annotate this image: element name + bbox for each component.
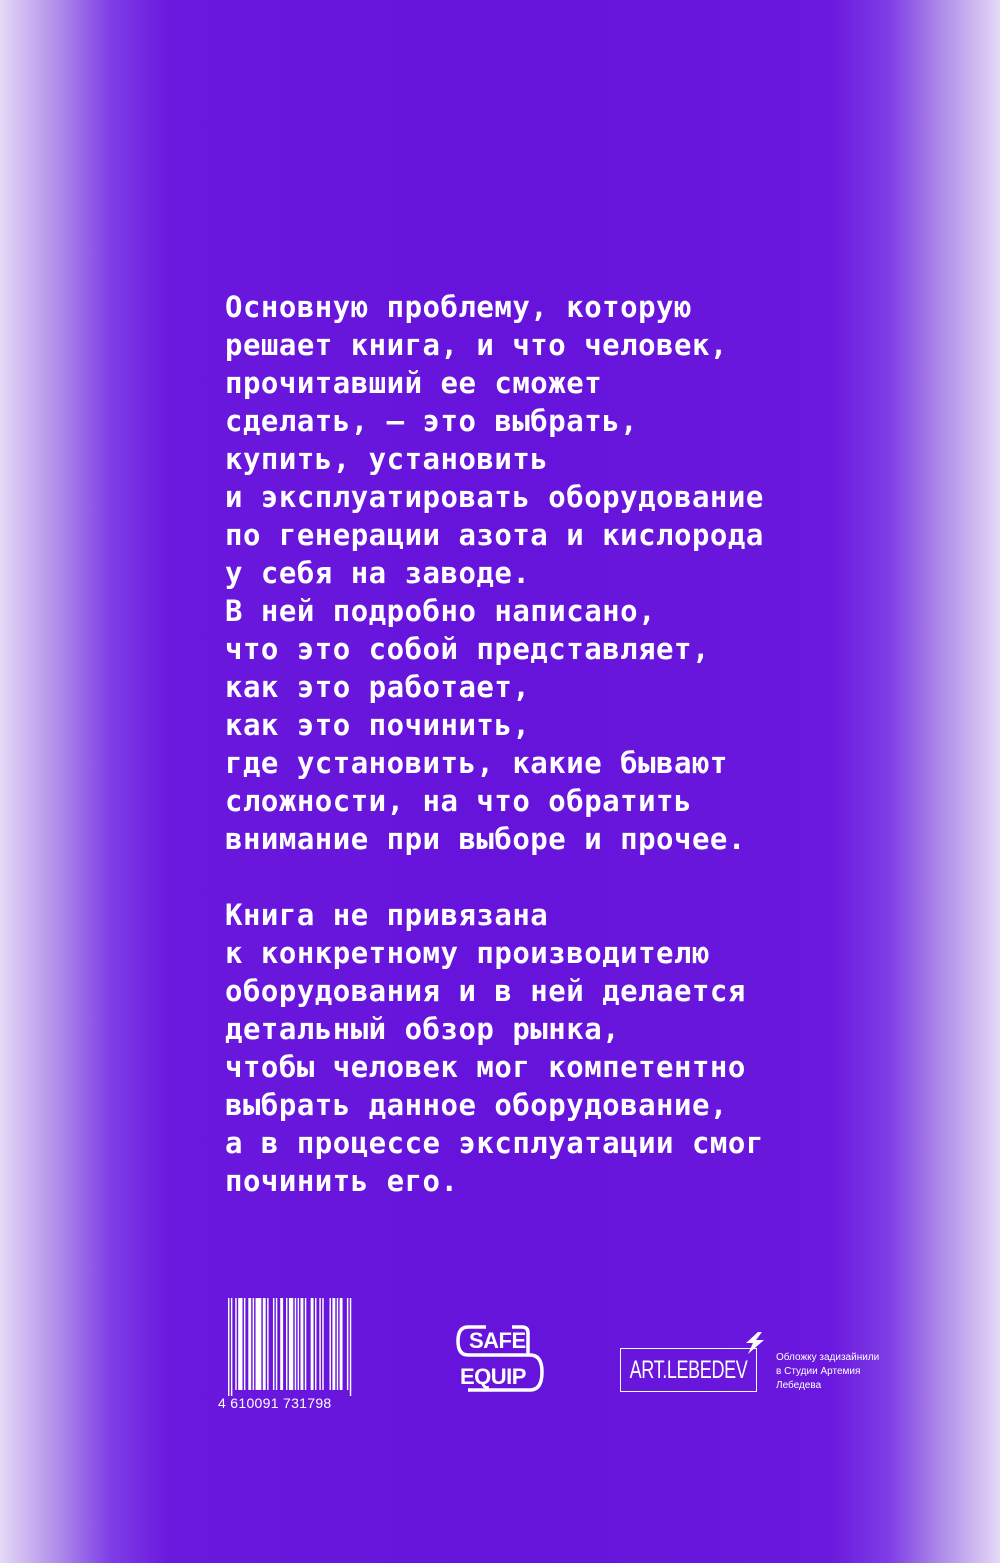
barcode-bar — [267, 1298, 268, 1390]
barcode-bar — [256, 1298, 262, 1390]
text-line: а в процессе эксплуатации смог — [225, 1126, 764, 1160]
barcode-bars — [228, 1298, 366, 1396]
barcode-bar — [322, 1298, 323, 1390]
art-lebedev-logo — [620, 1332, 770, 1396]
barcode-bar — [319, 1298, 320, 1390]
text-line: сделать, — это выбрать, — [225, 404, 639, 438]
paragraph-1 — [225, 288, 845, 858]
text-line: Основную проблему, которую — [225, 290, 692, 324]
barcode-bar — [231, 1298, 232, 1396]
safe-logo-text: SAFE — [469, 1328, 526, 1353]
barcode-bar — [280, 1298, 283, 1390]
barcode-bar — [330, 1298, 331, 1390]
text-line: что это собой представляет, — [225, 632, 710, 666]
text-line: чтобы человек мог компетентно — [225, 1050, 746, 1084]
barcode-bar — [337, 1298, 338, 1390]
credit-line: Обложку задизайнили — [776, 1352, 880, 1363]
barcode-bar — [253, 1298, 254, 1390]
safe-equip-logo — [456, 1324, 544, 1394]
paragraph-2 — [225, 896, 845, 1200]
barcode-bar — [350, 1298, 351, 1396]
barcode-bar — [315, 1298, 316, 1390]
text-line: детальный обзор рынка, — [225, 1012, 621, 1046]
barcode-bar — [301, 1298, 304, 1390]
barcode-bar — [248, 1298, 251, 1390]
text-line: оборудования и в ней делается — [225, 974, 746, 1008]
barcode-bar — [228, 1298, 229, 1396]
text-line: В ней подробно написано, — [225, 594, 657, 628]
credit-line: Лебедева — [776, 1380, 822, 1391]
barcode-bar — [311, 1298, 314, 1390]
barcode-bar — [295, 1298, 296, 1390]
design-credit — [776, 1351, 916, 1393]
art-lebedev-box — [620, 1348, 757, 1392]
barcode-bar — [305, 1298, 306, 1390]
text-line: прочитавший ее сможет — [225, 366, 603, 400]
text-line: у себя на заводе. — [225, 556, 531, 590]
barcode-number: 4 610091 731798 — [218, 1395, 332, 1411]
text-line: Книга не привязана — [225, 898, 549, 932]
barcode-bar — [298, 1298, 299, 1390]
barcode-bar — [238, 1298, 242, 1390]
text-line: по генерации азота и кислорода — [225, 518, 764, 552]
text-line: как это работает, — [225, 670, 531, 704]
barcode-bar — [340, 1298, 343, 1390]
barcode-bar — [263, 1298, 266, 1390]
art-lebedev-text: ART.LEBEDEV — [629, 1355, 748, 1384]
text-line: и эксплуатировать оборудование — [225, 480, 764, 514]
barcode-bar — [276, 1298, 277, 1390]
barcode-bar — [332, 1298, 335, 1390]
text-line: как это починить, — [225, 708, 531, 742]
back-cover-description — [225, 288, 845, 1200]
text-line: выбрать данное оборудование, — [225, 1088, 728, 1122]
text-line: решает книга, и что человек, — [225, 328, 728, 362]
text-line: починить его. — [225, 1164, 459, 1198]
credit-line: в Студии Артемия — [776, 1366, 861, 1377]
barcode-bar — [273, 1298, 274, 1390]
barcode-bar — [286, 1298, 287, 1390]
barcode-bar — [235, 1298, 236, 1390]
barcode — [218, 1298, 368, 1413]
equip-logo-text: EQUIP — [460, 1364, 526, 1389]
barcode-bar — [347, 1298, 348, 1390]
text-line: сложности, на что обратить — [225, 784, 692, 818]
text-line: внимание при выборе и прочее. — [225, 822, 746, 856]
text-line: где установить, какие бывают — [225, 746, 728, 780]
text-line: к конкретному производителю — [225, 936, 710, 970]
barcode-bar — [244, 1298, 245, 1390]
barcode-bar — [289, 1298, 293, 1390]
lightning-bolt-icon — [740, 1332, 768, 1354]
text-line: купить, установить — [225, 442, 549, 476]
